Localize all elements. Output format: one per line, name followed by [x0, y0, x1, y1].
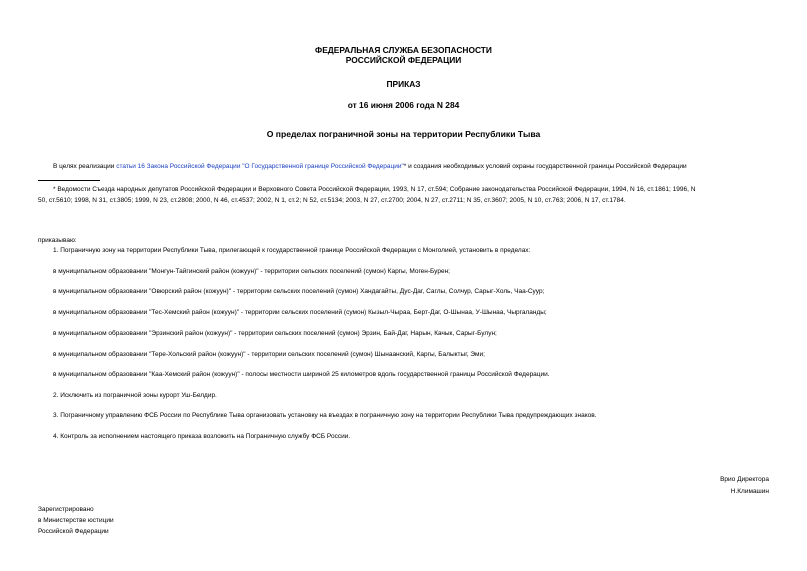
municipality-4: в муниципальном образовании "Эрзинский район (кожуун)" - территории сельских поселений (сумон) Эрзин, Бай-Даг, Нарын, Качык, Сарыг-Булун;	[53, 330, 497, 337]
footnote-line2: 50, ст.5610; 1998, N 31, ст.3805; 1999, N 23, ст.2808; 2000, N 46, ст.4537; 2002, N 1, ст.2; N 52, ст.5134; 2003, N 27, ст.2700; 2004, N 27, ст.2711; N 35, ст.3607; 2005, N 10, ст.763; 2006, N 17, ст.1784.	[38, 197, 626, 204]
item-1: 1. Пограничную зону на территории Республики Тыва, прилегающей к государственной границе Российской Федерации с Монголией, установить в пределах:	[53, 247, 531, 254]
signatory-name: Н.Климашин	[730, 488, 769, 495]
municipality-2: в муниципальном образовании "Овюрский район (кожуун)" - территории сельских поселений (сумон) Хандагайты, Дус-Даг, Саглы, Солчур, Сарыг-Холь, Чаа-Суур;	[53, 288, 545, 295]
footnote-divider	[38, 180, 100, 181]
preamble-text: В целях реализации	[53, 163, 117, 170]
footnote	[38, 184, 758, 206]
agency-name-line1: ФЕДЕРАЛЬНАЯ СЛУЖБА БЕЗОПАСНОСТИ	[315, 45, 492, 55]
order-word: приказываю:	[38, 237, 77, 244]
signature-block	[569, 474, 769, 498]
municipality-6: в муниципальном образовании "Каа-Хемский район (кожуун)" - полосы местности шириной 25 километров вдоль государственной границы Российской Федерации.	[53, 371, 550, 378]
municipality-5: в муниципальном образовании "Тере-Хольский район (кожуун)" - территории сельских поселений (сумон) Шынаанский, Каргы, Балыктыг, Эми;	[53, 351, 485, 358]
registration-line1: Зарегистрировано	[38, 506, 94, 513]
item-4: 4. Контроль за исполнением настоящего приказа возложить на Пограничную службу ФСБ России.	[53, 433, 351, 440]
municipality-1: в муниципальном образовании "Монгун-Тайгинский район (кожуун)" - территории сельских поселений (сумон) Каргы, Моген-Бурен;	[53, 268, 450, 275]
municipality-3: в муниципальном образовании "Тес-Хемский район (кожуун)" - территории сельских поселений (сумон) Кызыл-Чыраа, Берт-Даг, О-Шынаа, У-Шынаа, Чыргаланды;	[53, 309, 547, 316]
preamble-paragraph	[53, 162, 788, 171]
item-2: 2. Исключить из пограничной зоны курорт Уш-Белдир.	[53, 392, 217, 399]
footnote-line1: * Ведомости Съезда народных депутатов Российской Федерации и Верховного Совета Российской Федерации, 1993, N 17, ст.594; Собрание законодательства Российской Федерации, 1994, N 16, ст.1861; 1996, N	[53, 186, 696, 193]
item-3: 3. Пограничному управлению ФСБ России по Республике Тыва организовать установку на въездах в пограничную зону на территории Республики Тыва предупреждающих знаков.	[53, 412, 597, 419]
document-date-number: от 16 июня 2006 года N 284	[347, 100, 460, 110]
document-title: О пределах пограничной зоны на территории Республики Тыва	[266, 129, 541, 139]
preamble-text-continued: * и создания необходимых условий охраны государственной границы Российской Федерации	[403, 163, 687, 170]
document-type: ПРИКАЗ	[386, 79, 421, 89]
signatory-position: Врио Директора	[720, 476, 769, 483]
registration-line3: Российской Федерации	[38, 528, 109, 535]
agency-name-line2: РОССИЙСКОЙ ФЕДЕРАЦИИ	[345, 55, 462, 65]
registration-line2: в Министерстве юстиции	[38, 517, 114, 524]
law-article-link[interactable]: статьи 16 Закона Российской Федерации "О Государственной границе Российской Федерации"	[116, 163, 404, 170]
registration-note	[38, 504, 114, 537]
